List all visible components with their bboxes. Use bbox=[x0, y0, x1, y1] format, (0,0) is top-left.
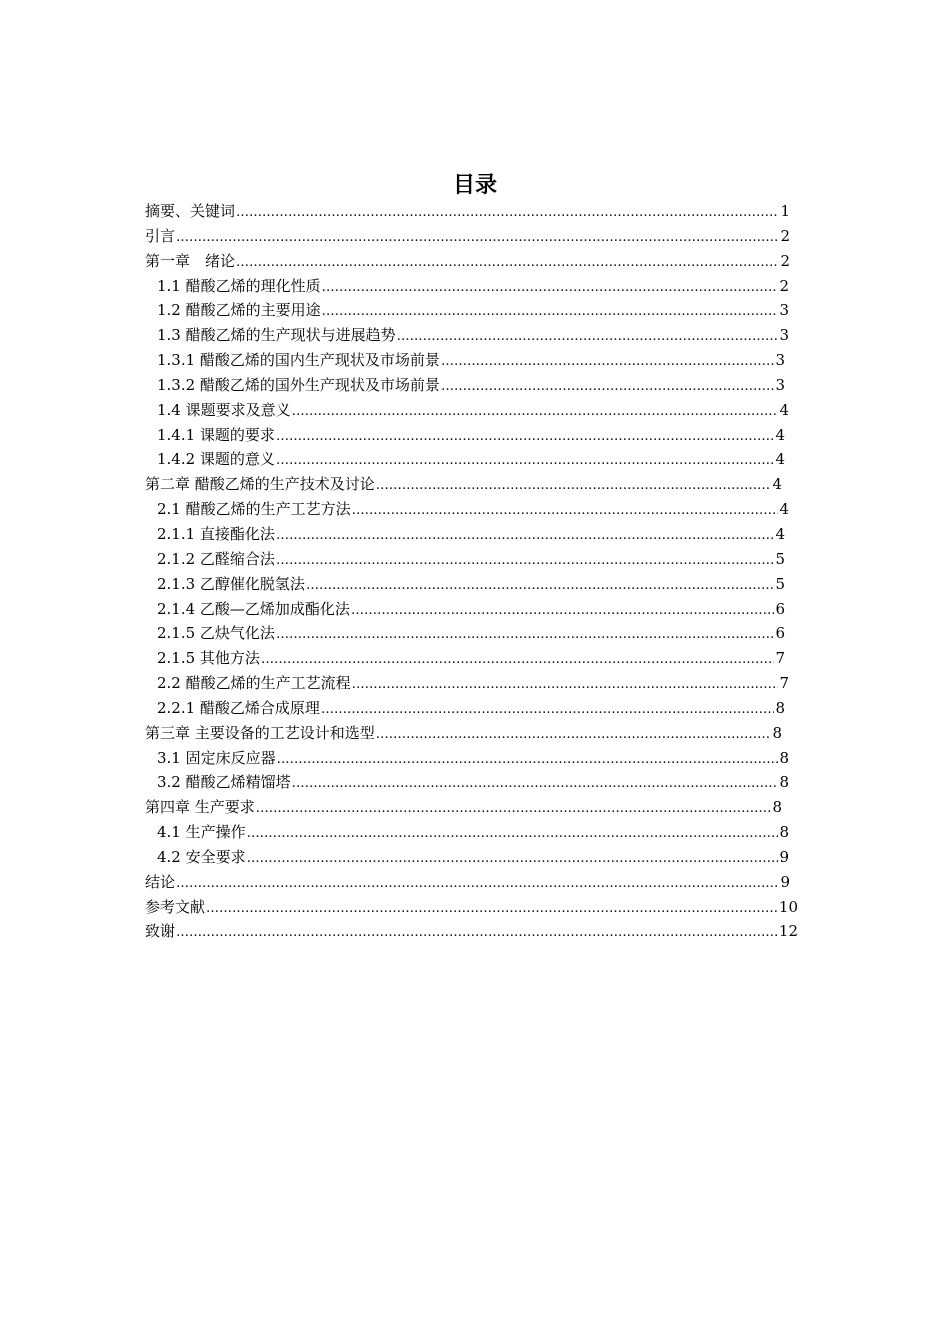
toc-entry[interactable] bbox=[145, 398, 789, 423]
toc-dot-leader bbox=[206, 897, 778, 922]
toc-entry[interactable] bbox=[145, 770, 789, 795]
toc-entry-page-number: 5 bbox=[775, 549, 785, 568]
toc-entry-page-number: 4 bbox=[779, 400, 789, 419]
toc-entry-label: 引言 bbox=[145, 226, 176, 245]
toc-dot-leader bbox=[376, 723, 772, 748]
toc-entry[interactable] bbox=[145, 696, 785, 721]
toc-entry-label: 1.4 课题要求及意义 bbox=[157, 400, 291, 419]
toc-entry-page-number: 5 bbox=[775, 574, 785, 593]
toc-dot-leader bbox=[322, 300, 779, 325]
toc-entry-page-number: 8 bbox=[779, 823, 789, 842]
toc-entry-label: 第二章 醋酸乙烯的生产技术及讨论 bbox=[145, 475, 375, 494]
toc-entry[interactable] bbox=[145, 572, 785, 597]
toc-entry-page-number: 7 bbox=[775, 649, 785, 668]
toc-entry-page-number: 8 bbox=[779, 748, 789, 767]
toc-entry[interactable] bbox=[145, 621, 785, 646]
toc-entry-page-number: 4 bbox=[775, 425, 785, 444]
toc-dot-leader bbox=[247, 822, 779, 847]
toc-entry-page-number: 1 bbox=[780, 202, 790, 220]
toc-dot-leader bbox=[352, 673, 779, 698]
toc-entry[interactable] bbox=[145, 423, 785, 448]
toc-dot-leader bbox=[441, 375, 775, 400]
toc-entry-page-number: 12 bbox=[778, 922, 798, 941]
toc-dot-leader bbox=[261, 648, 775, 673]
toc-entry[interactable] bbox=[145, 646, 785, 671]
toc-dot-leader bbox=[276, 449, 775, 474]
toc-entry[interactable] bbox=[145, 721, 782, 746]
toc-entry[interactable] bbox=[145, 820, 789, 845]
toc-entry-label: 3.2 醋酸乙烯精馏塔 bbox=[157, 773, 291, 792]
toc-entry-page-number: 8 bbox=[779, 773, 789, 792]
toc-entry-label: 第四章 生产要求 bbox=[145, 798, 255, 817]
toc-entry[interactable] bbox=[145, 373, 785, 398]
toc-dot-leader bbox=[276, 425, 775, 450]
toc-entry-page-number: 6 bbox=[775, 624, 785, 643]
toc-entry-label: 结论 bbox=[145, 872, 176, 891]
toc-entry-label: 2.1.2 乙醛缩合法 bbox=[157, 549, 275, 568]
toc-entry[interactable] bbox=[145, 845, 789, 870]
toc-entry-page-number: 3 bbox=[775, 375, 785, 394]
toc-entry[interactable] bbox=[145, 597, 785, 622]
toc-entry-page-number: 9 bbox=[779, 847, 789, 866]
toc-entry[interactable] bbox=[145, 795, 782, 820]
toc-entry-label: 2.1.4 乙酸—乙烯加成酯化法 bbox=[157, 599, 350, 618]
toc-dot-leader bbox=[236, 251, 779, 276]
toc-dot-leader bbox=[236, 201, 779, 226]
toc-entry-label: 第一章 绪论 bbox=[145, 251, 236, 270]
toc-dot-leader bbox=[321, 698, 775, 723]
toc-entry-label: 2.2 醋酸乙烯的生产工艺流程 bbox=[157, 674, 351, 693]
toc-entry[interactable] bbox=[145, 870, 790, 895]
toc-dot-leader bbox=[276, 623, 775, 648]
toc-dot-leader bbox=[276, 549, 775, 574]
toc-entry-label: 2.1.3 乙醇催化脱氢法 bbox=[157, 574, 305, 593]
toc-entry-page-number: 3 bbox=[779, 301, 789, 320]
toc-entry-label: 2.1.5 乙炔气化法 bbox=[157, 624, 275, 643]
toc-dot-leader bbox=[292, 400, 779, 425]
toc-entry[interactable] bbox=[145, 746, 789, 771]
toc-entry-label: 致谢 bbox=[145, 922, 176, 941]
toc-dot-leader bbox=[176, 226, 779, 251]
toc-entry-label: 1.3.1 醋酸乙烯的国内生产现状及市场前景 bbox=[157, 351, 440, 370]
toc-dot-leader bbox=[292, 772, 779, 797]
toc-entry[interactable] bbox=[145, 298, 789, 323]
toc-entry-page-number: 2 bbox=[780, 226, 790, 245]
toc-entry[interactable] bbox=[145, 199, 790, 224]
toc-entry-label: 4.1 生产操作 bbox=[157, 823, 246, 842]
table-of-contents bbox=[145, 199, 805, 944]
toc-entry-page-number: 6 bbox=[775, 599, 785, 618]
toc-entry-page-number: 8 bbox=[772, 798, 782, 817]
toc-entry-label: 1.4.1 课题的要求 bbox=[157, 425, 275, 444]
toc-entry[interactable] bbox=[145, 274, 789, 299]
toc-entry[interactable] bbox=[145, 323, 789, 348]
toc-entry-label: 1.3 醋酸乙烯的生产现状与进展趋势 bbox=[157, 326, 396, 345]
toc-entry-page-number: 3 bbox=[779, 326, 789, 345]
toc-entry[interactable] bbox=[145, 522, 785, 547]
toc-entry-page-number: 10 bbox=[778, 897, 798, 916]
toc-entry[interactable] bbox=[145, 671, 789, 696]
toc-dot-leader bbox=[247, 847, 779, 872]
toc-entry[interactable] bbox=[145, 348, 785, 373]
toc-dot-leader bbox=[322, 276, 779, 301]
toc-dot-leader bbox=[256, 797, 772, 822]
toc-dot-leader bbox=[397, 325, 779, 350]
toc-dot-leader bbox=[176, 921, 778, 946]
toc-entry[interactable] bbox=[145, 249, 790, 274]
toc-dot-leader bbox=[276, 524, 775, 549]
toc-entry[interactable] bbox=[145, 447, 785, 472]
toc-entry-label: 1.2 醋酸乙烯的主要用途 bbox=[157, 301, 321, 320]
toc-entry-label: 2.1.5 其他方法 bbox=[157, 649, 260, 668]
toc-entry-page-number: 2 bbox=[780, 251, 790, 270]
toc-entry-label: 摘要、关键词 bbox=[145, 202, 236, 220]
toc-entry-page-number: 7 bbox=[779, 674, 789, 693]
toc-entry-label: 2.2.1 醋酸乙烯合成原理 bbox=[157, 698, 320, 717]
toc-dot-leader bbox=[352, 499, 779, 524]
toc-entry-page-number: 8 bbox=[772, 723, 782, 742]
toc-title: 目录 bbox=[452, 173, 497, 198]
toc-entry-label: 3.1 固定床反应器 bbox=[157, 748, 276, 767]
toc-dot-leader bbox=[176, 872, 779, 897]
toc-entry-page-number: 8 bbox=[775, 698, 785, 717]
toc-entry-page-number: 4 bbox=[772, 475, 782, 494]
toc-entry[interactable] bbox=[145, 224, 790, 249]
toc-entry-label: 1.1 醋酸乙烯的理化性质 bbox=[157, 276, 321, 295]
toc-entry-label: 4.2 安全要求 bbox=[157, 847, 246, 866]
toc-entry-label: 参考文献 bbox=[145, 897, 206, 916]
toc-entry-label: 第三章 主要设备的工艺设计和选型 bbox=[145, 723, 375, 742]
toc-dot-leader bbox=[306, 574, 775, 599]
toc-dot-leader bbox=[277, 748, 779, 773]
toc-entry-page-number: 4 bbox=[775, 524, 785, 543]
toc-entry[interactable] bbox=[145, 497, 789, 522]
toc-entry-page-number: 3 bbox=[775, 351, 785, 370]
toc-entry-label: 1.4.2 课题的意义 bbox=[157, 450, 275, 469]
toc-entry[interactable] bbox=[145, 547, 785, 572]
toc-entry-label: 2.1 醋酸乙烯的生产工艺方法 bbox=[157, 500, 351, 519]
toc-entry-page-number: 4 bbox=[775, 450, 785, 469]
toc-entry-page-number: 4 bbox=[779, 500, 789, 519]
toc-dot-leader bbox=[441, 350, 775, 375]
toc-entry[interactable] bbox=[145, 895, 798, 920]
toc-entry-label: 2.1.1 直接酯化法 bbox=[157, 524, 275, 543]
toc-entry-page-number: 9 bbox=[780, 872, 790, 891]
toc-entry[interactable] bbox=[145, 472, 782, 497]
toc-entry-label: 1.3.2 醋酸乙烯的国外生产现状及市场前景 bbox=[157, 375, 440, 394]
toc-dot-leader bbox=[376, 474, 772, 499]
toc-entry-page-number: 2 bbox=[779, 276, 789, 295]
toc-dot-leader bbox=[351, 599, 775, 624]
toc-entry[interactable] bbox=[145, 919, 798, 944]
